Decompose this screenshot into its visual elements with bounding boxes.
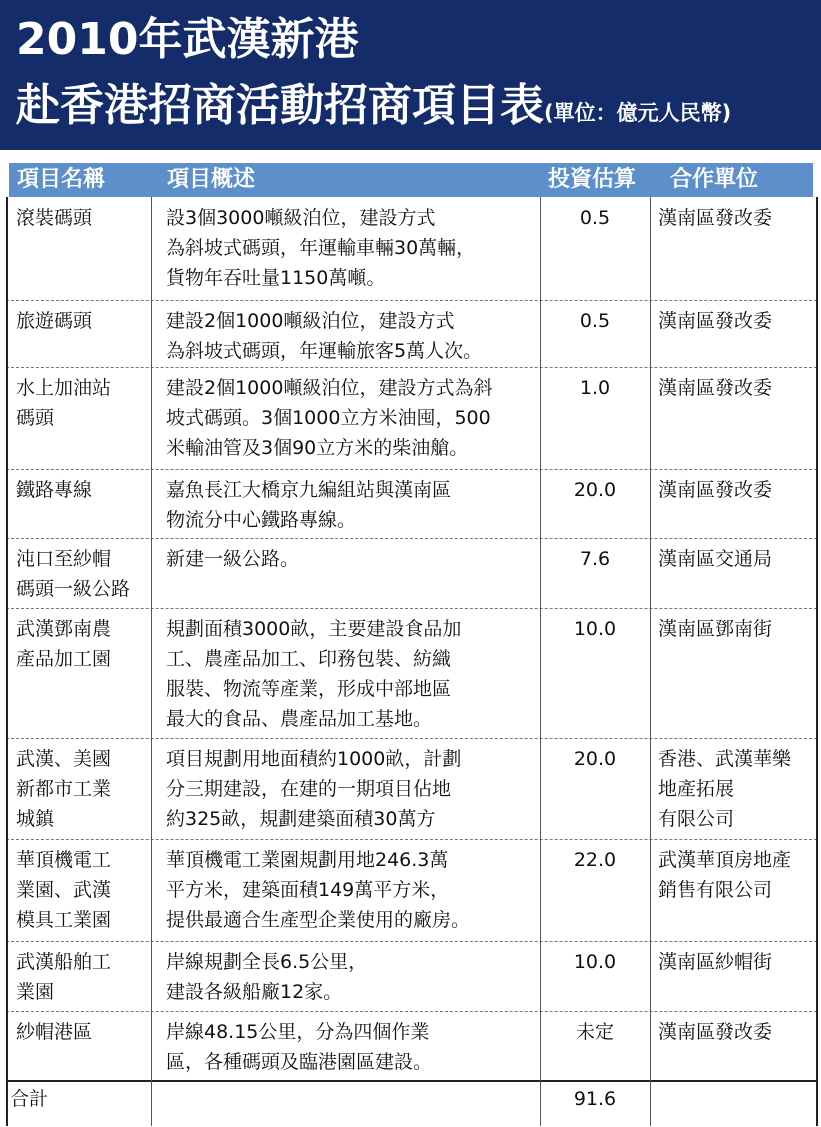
investment-estimate: 0.5: [579, 310, 611, 332]
project-name-line: 模具工業園: [16, 909, 112, 931]
partner-unit: [658, 614, 818, 644]
project-summary: [166, 306, 546, 366]
row-divider: [6, 367, 817, 368]
project-summary: [166, 744, 546, 834]
project-summary-line: 為斜坡式碼頭，年運輸車輛30萬輛，: [166, 237, 476, 259]
partner-unit-line: 香港、武漢華樂: [658, 748, 792, 770]
project-name-line: 碼頭: [16, 407, 55, 429]
title-main: 赴香港招商活動招商項目表: [16, 80, 544, 131]
investment-estimate: 10.0: [573, 951, 617, 973]
project-name-line: 沌口至紗帽: [16, 548, 112, 570]
project-summary-line: 華頂機電工業園規劃用地246.3萬: [166, 849, 449, 871]
row-divider: [6, 300, 817, 301]
table-row: [6, 300, 817, 367]
project-summary-line: 工、農產品加工、印務包裝、紡織: [166, 648, 452, 670]
column-divider: [816, 197, 818, 1126]
partner-unit: [658, 947, 818, 977]
table-row: [6, 941, 817, 1011]
project-name-line: 鐵路專線: [16, 479, 93, 501]
project-summary-line: 項目規劃用地面積約1000畝，計劃: [166, 748, 462, 770]
table-row: [6, 608, 817, 738]
project-name-line: 水上加油站: [16, 377, 112, 399]
partner-unit: [658, 544, 818, 574]
investment-estimate: 20.0: [573, 748, 617, 770]
partner-unit: [658, 373, 818, 403]
project-name: [16, 203, 154, 233]
partner-unit-line: 銷售有限公司: [658, 879, 773, 901]
project-name-line: 武漢鄧南農: [16, 618, 112, 640]
partner-unit: [658, 744, 818, 834]
partner-unit: [658, 845, 818, 905]
column-divider: [540, 197, 541, 1126]
partner-unit-line: 漢南區發改委: [658, 1021, 773, 1043]
project-summary-line: 約325畝，規劃建築面積30萬方: [166, 808, 436, 830]
investment-estimate: 0.5: [579, 207, 611, 229]
partner-unit-line: 地產拓展: [658, 778, 735, 800]
project-summary-line: 為斜坡式碼頭，年運輸旅客5萬人次。: [166, 340, 483, 362]
partner-unit-line: 漢南區發改委: [658, 207, 773, 229]
project-summary-line: 貨物年吞吐量1150萬噸。: [166, 267, 386, 289]
project-summary-line: 建設各級船廠12家。: [166, 981, 343, 1003]
project-summary-line: 新建一級公路。: [166, 548, 300, 570]
table-header: [9, 163, 813, 197]
investment-estimate: 1.0: [579, 377, 611, 399]
project-name: [16, 845, 154, 935]
project-summary-line: 提供最適合生產型企業使用的廠房。: [166, 909, 471, 931]
partner-unit-line: 漢南區發改委: [658, 377, 773, 399]
partner-unit-line: 漢南區發改委: [658, 310, 773, 332]
project-name: [16, 947, 154, 1007]
table-row: [6, 738, 817, 839]
total-divider: [6, 1080, 817, 1082]
project-summary-line: 岸線規劃全長6.5公里，: [166, 951, 368, 973]
project-name-line: 新都市工業: [16, 778, 112, 800]
project-summary-line: 米輸油管及3個90立方米的柴油艙。: [166, 437, 469, 459]
project-name: [16, 475, 154, 505]
projects-table: [6, 163, 819, 1126]
project-name: [16, 614, 154, 674]
project-summary-line: 嘉魚長江大橋京九編組站與漢南區: [166, 479, 452, 501]
header-project-name: 項目名稱: [17, 167, 106, 192]
total-row: [6, 1080, 817, 1126]
project-summary-line: 設3個3000噸級泊位，建設方式: [166, 207, 436, 229]
project-name: [16, 744, 154, 834]
partner-unit-line: 武漢華頂房地產: [658, 849, 792, 871]
project-name-line: 碼頭一級公路: [16, 578, 131, 600]
partner-unit-line: 漢南區發改委: [658, 479, 773, 501]
project-summary: [166, 845, 546, 935]
row-divider: [6, 738, 817, 739]
project-summary: [166, 373, 546, 463]
table-row: [6, 538, 817, 608]
partner-unit-line: 漢南區鄧南街: [658, 618, 773, 640]
project-name: [16, 373, 154, 433]
total-label: 合計: [10, 1088, 49, 1110]
header-project-summary: 項目概述: [167, 167, 256, 192]
table-row: [6, 197, 817, 300]
investment-estimate: 22.0: [573, 849, 617, 871]
project-summary-line: 物流分中心鐵路專線。: [166, 509, 357, 531]
project-summary: [166, 203, 546, 293]
partner-unit: [658, 306, 818, 336]
project-summary-line: 建設2個1000噸級泊位，建設方式為斜: [166, 377, 493, 399]
project-name-line: 旅遊碼頭: [16, 310, 93, 332]
column-divider: [151, 197, 152, 1126]
partner-unit: [658, 475, 818, 505]
unit-note: (單位：億元人民幣): [544, 101, 732, 125]
project-summary-line: 最大的食品、農產品加工基地。: [166, 708, 433, 730]
project-name: [16, 306, 154, 336]
project-summary-line: 建設2個1000噸級泊位，建設方式: [166, 310, 455, 332]
project-name-line: 武漢船舶工: [16, 951, 112, 973]
row-divider: [6, 839, 817, 840]
project-name-line: 產品加工園: [16, 648, 112, 670]
row-divider: [6, 469, 817, 470]
project-summary: [166, 475, 546, 535]
table-row: [6, 367, 817, 469]
project-summary: [166, 544, 546, 574]
project-summary: [166, 1017, 546, 1077]
investment-estimate: 未定: [575, 1021, 614, 1043]
project-summary-line: 分三期建設，在建的一期項目佔地: [166, 778, 452, 800]
table-row: [6, 839, 817, 941]
partner-unit: [658, 1017, 818, 1047]
project-summary-line: 服裝、物流等產業，形成中部地區: [166, 678, 452, 700]
row-divider: [6, 538, 817, 539]
partner-unit-line: 漢南區交通局: [658, 548, 773, 570]
project-summary-line: 岸線48.15公里，分為四個作業: [166, 1021, 430, 1043]
table-row: [6, 469, 817, 538]
project-name-line: 華頂機電工: [16, 849, 112, 871]
partner-unit-line: 漢南區紗帽街: [658, 951, 773, 973]
project-name-line: 滾裝碼頭: [16, 207, 93, 229]
project-summary-line: 平方米，建築面積149萬平方米，: [166, 879, 450, 901]
project-name-line: 武漢、美國: [16, 748, 112, 770]
project-summary: [166, 614, 546, 734]
partner-unit: [658, 203, 818, 233]
title-line-1: 2010年武漢新港: [16, 14, 359, 65]
project-name-line: 業園、武漢: [16, 879, 112, 901]
table-row: [6, 1011, 817, 1080]
project-name-line: 城鎮: [16, 808, 55, 830]
total-investment: 91.6: [573, 1088, 617, 1110]
project-summary-line: 區，各種碼頭及臨港園區建設。: [166, 1051, 433, 1073]
project-summary: [166, 947, 546, 1007]
project-name: [16, 1017, 154, 1047]
project-summary-line: 坡式碼頭。3個1000立方米油囤，500: [166, 407, 491, 429]
project-name: [16, 544, 154, 604]
header-investment: 投資估算: [548, 167, 637, 192]
column-divider: [6, 197, 8, 1126]
title-line-2: [16, 78, 731, 141]
column-divider: [650, 197, 651, 1126]
row-divider: [6, 1011, 817, 1012]
partner-unit-line: 有限公司: [658, 808, 735, 830]
investment-estimate: 7.6: [579, 548, 611, 570]
project-name-line: 紗帽港區: [16, 1021, 93, 1043]
project-name-line: 業園: [16, 981, 55, 1003]
investment-estimate: 10.0: [573, 618, 617, 640]
row-divider: [6, 941, 817, 942]
title-banner: [0, 0, 821, 150]
header-partner: 合作單位: [670, 167, 759, 192]
investment-estimate: 20.0: [573, 479, 617, 501]
project-summary-line: 規劃面積3000畝，主要建設食品加: [166, 618, 462, 640]
row-divider: [6, 608, 817, 609]
